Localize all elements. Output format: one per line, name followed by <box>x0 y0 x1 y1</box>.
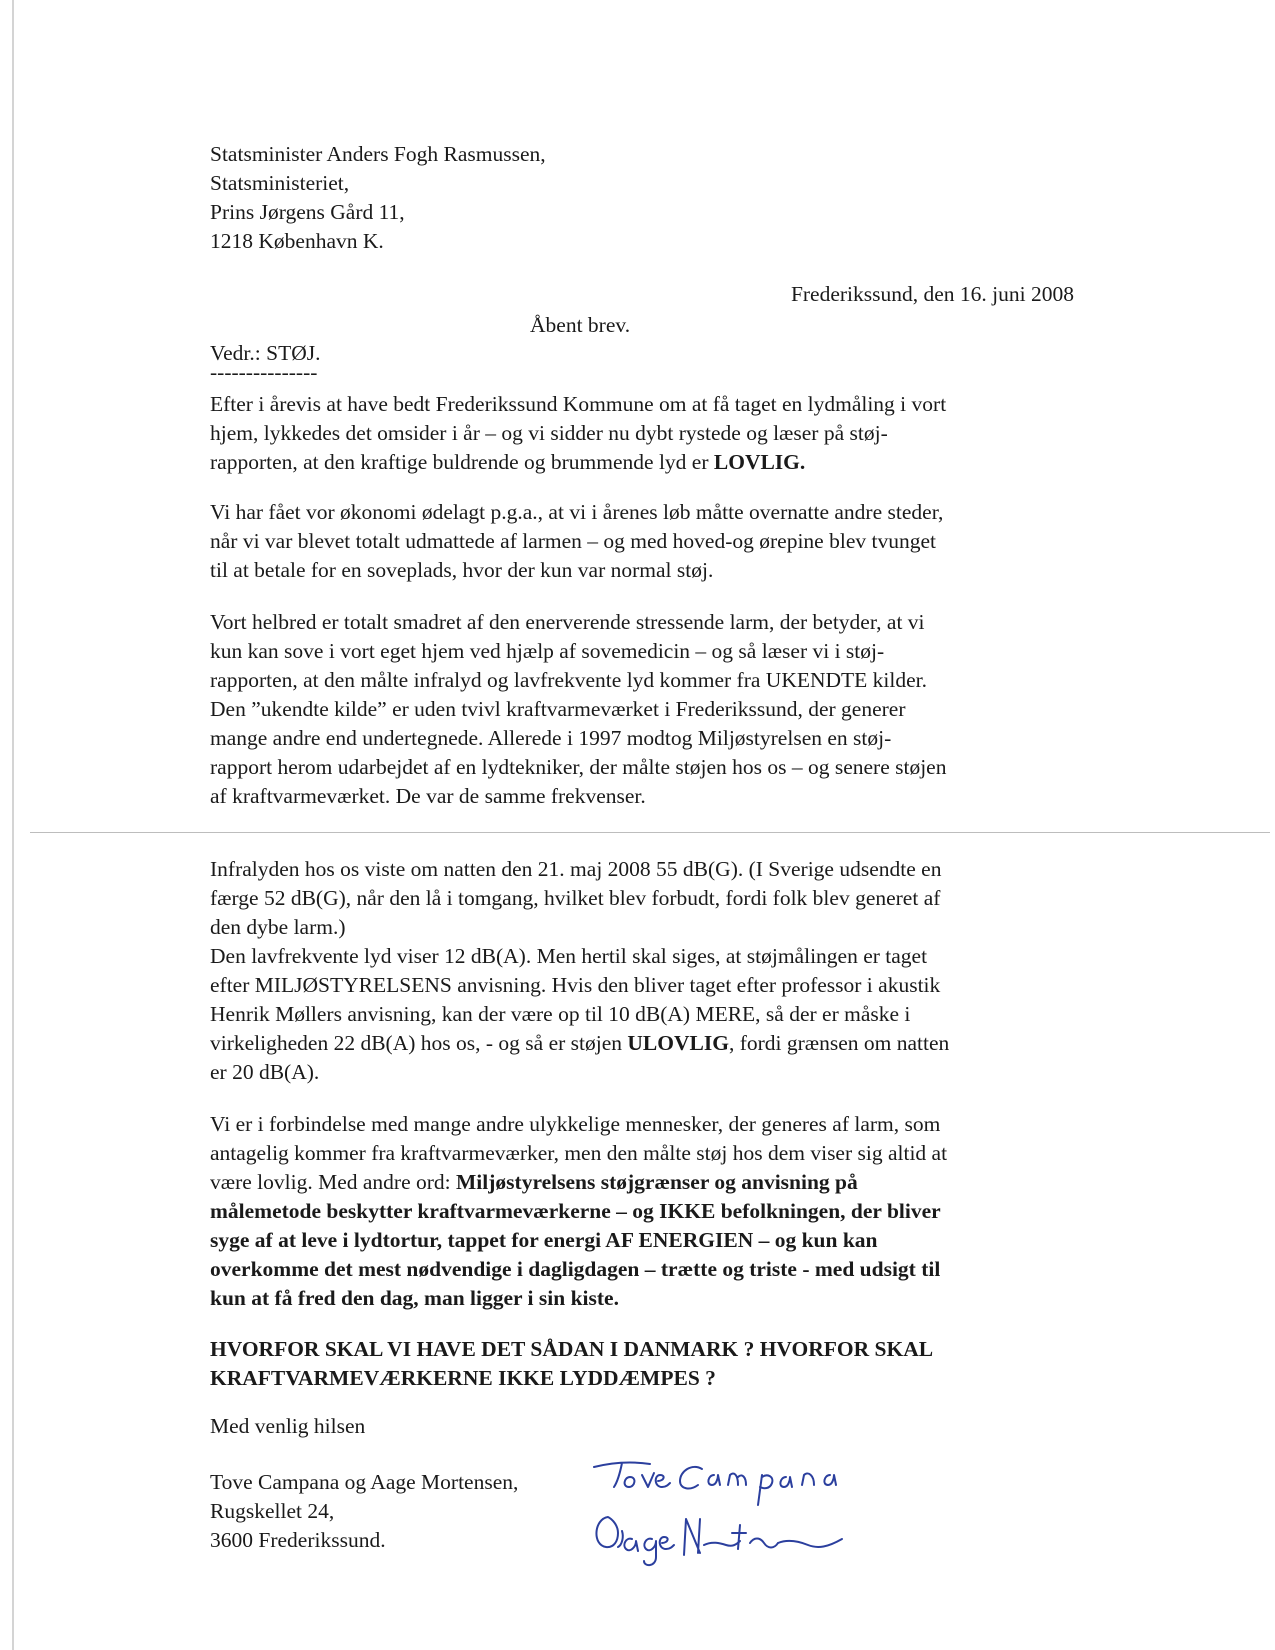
text-line <box>210 1197 947 1226</box>
text-line: til at betale for en soveplads, hvor der kun var normal støj. <box>210 558 714 582</box>
text-line: Vi har fået vor økonomi ødelagt p.g.a., at vi i årenes løb måtte overnatte andre steder, <box>210 500 944 524</box>
text-line: når vi var blevet totalt udmattede af larmen – og med hoved-og ørepine blev tvunget <box>210 529 936 553</box>
emphasis-run: syge af at leve i lydtortur, tappet for energi AF ENERGIEN – og kun kan <box>210 1228 878 1252</box>
closing-salutation: Med venlig hilsen <box>210 1414 366 1438</box>
text-line: efter MILJØSTYRELSENS anvisning. Hvis den bliver taget efter professor i akustik <box>210 973 941 997</box>
text-line: antagelig kommer fra kraftvarmeværker, men den målte støj hos dem viser sig altid at <box>210 1141 948 1165</box>
text-run: være lovlig. Med andre ord: <box>210 1170 457 1194</box>
emphasis-run: kun at få fred den dag, man ligger i sin kiste. <box>210 1286 619 1310</box>
text-line: Henrik Møllers anvisning, kan der være op til 10 dB(A) MERE, så der er måske i <box>210 1002 911 1026</box>
subject-rule: --------------- <box>210 360 318 384</box>
text-line: rapport herom udarbejdet af en lydtekniker, der målte støjen hos os – og senere støjen <box>210 755 947 779</box>
subject-line: Vedr.: STØJ. <box>210 341 321 365</box>
recipient-line: Prins Jørgens Gård 11, <box>210 200 405 224</box>
text-line: Den lavfrekvente lyd viser 12 dB(A). Men hertil skal siges, at støjmålingen er taget <box>210 944 928 968</box>
letter-date: Frederikssund, den 16. juni 2008 <box>790 282 1074 306</box>
text-line: Efter i årevis at have bedt Frederikssund Kommune om at få taget en lydmåling i vort <box>210 392 947 416</box>
text-line: er 20 dB(A). <box>210 1060 320 1084</box>
text-line: Vort helbred er totalt smadret af den enerverende stressende larm, der betyder, at vi <box>210 610 925 634</box>
text-line <box>210 1029 949 1058</box>
text-line <box>210 1226 947 1255</box>
scan-edge <box>12 0 14 1650</box>
emphasis-lovlig: LOVLIG. <box>713 450 806 474</box>
text-line: hjem, lykkedes det omsider i år – og vi sidder nu dybt rystede og læser på støj- <box>210 421 888 445</box>
emphasis-run: overkomme det mest nødvendige i dagligdagen – trætte og triste - med udsigt til <box>210 1257 941 1281</box>
paper-fold-line <box>30 832 1270 833</box>
letter-title: Åbent brev. <box>530 313 631 337</box>
paragraph-2 <box>210 498 943 585</box>
recipient-line: 1218 København K. <box>210 229 384 253</box>
sender-address <box>210 1468 518 1555</box>
text-line <box>210 1255 947 1284</box>
sender-line: 3600 Frederikssund. <box>210 1528 386 1552</box>
handwritten-signatures <box>590 1455 950 1605</box>
text-line: KRAFTVARMEVÆRKERNE IKKE LYDDÆMPES ? <box>210 1366 716 1390</box>
text-line: Den ”ukendte kilde” er uden tvivl kraftvarmeværket i Frederikssund, der generer <box>210 697 906 721</box>
text-line: kun kan sove i vort eget hjem ved hjælp af sovemedicin – og så læser vi i støj- <box>210 639 885 663</box>
recipient-line: Statsminister Anders Fogh Rasmussen, <box>210 142 546 166</box>
emphasis-run: Miljøstyrelsens støjgrænser og anvisning på <box>456 1170 858 1194</box>
paragraph-1 <box>210 390 946 477</box>
text-line: Vi er i forbindelse med mange andre ulykkelige mennesker, der generes af larm, som <box>210 1112 941 1136</box>
text-line: den dybe larm.) <box>210 915 346 939</box>
text-line: af kraftvarmeværket. De var de samme frekvenser. <box>210 784 646 808</box>
text-line <box>210 1284 947 1313</box>
emphasis-ulovlig: ULOVLIG <box>627 1031 729 1055</box>
text-run: rapporten, at den kraftige buldrende og brummende lyd er <box>210 450 714 474</box>
recipient-line: Statsministeriet, <box>210 171 350 195</box>
closing-question <box>210 1335 933 1393</box>
emphasis-run: målemetode beskytter kraftvarmeværkerne – og IKKE befolkningen, der bliver <box>210 1199 941 1223</box>
text-line: Infralyden hos os viste om natten den 21. maj 2008 55 dB(G). (I Sverige udsendte en <box>210 857 942 881</box>
text-line: mange andre end undertegnede. Allerede i 1997 modtog Miljøstyrelsen en støj- <box>210 726 892 750</box>
signature-drawing <box>590 1455 950 1605</box>
recipient-address <box>210 140 546 256</box>
paragraph-4 <box>210 855 949 1087</box>
text-run: , fordi grænsen om natten <box>728 1031 950 1055</box>
text-line: færge 52 dB(G), når den lå i tomgang, hvilket blev forbudt, fordi folk blev generet af <box>210 886 941 910</box>
sender-line: Tove Campana og Aage Mortensen, <box>210 1470 519 1494</box>
text-line <box>210 1168 947 1197</box>
sender-line: Rugskellet 24, <box>210 1499 335 1523</box>
text-line: HVORFOR SKAL VI HAVE DET SÅDAN I DANMARK ? HVORFOR SKAL <box>210 1337 934 1361</box>
paragraph-3 <box>210 608 946 811</box>
text-line <box>210 448 946 477</box>
text-line: rapporten, at den målte infralyd og lavfrekvente lyd kommer fra UKENDTE kilder. <box>210 668 928 692</box>
paragraph-5 <box>210 1110 947 1313</box>
subject-block <box>210 339 321 384</box>
text-run: virkeligheden 22 dB(A) hos os, - og så er støjen <box>210 1031 628 1055</box>
